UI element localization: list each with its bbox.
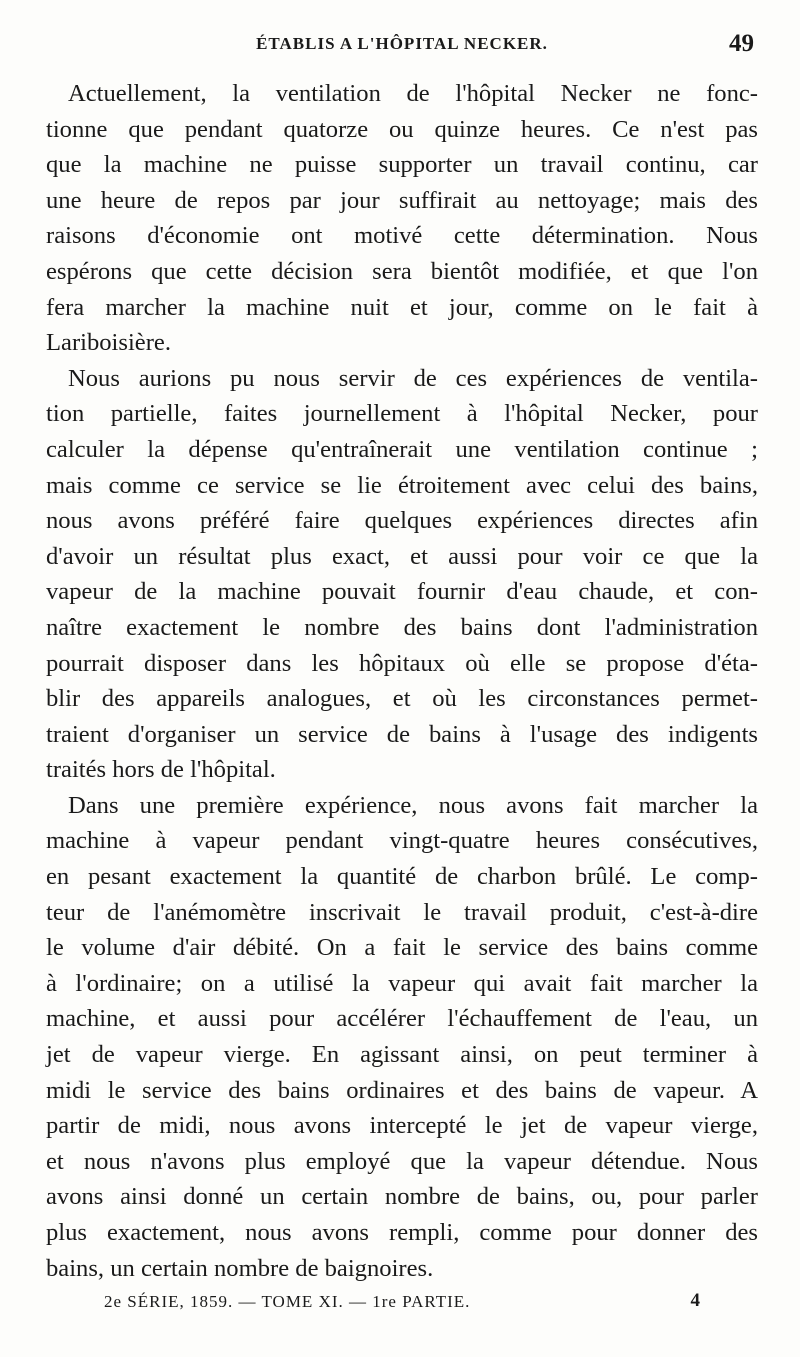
page-number: 49 [729, 30, 754, 57]
text-line: fera marcher la machine nuit et jour, comme on le fait à [46, 293, 758, 321]
text-line: blir des appareils analogues, et où les circonstances permet- [46, 685, 758, 713]
text-line: le volume d'air débité. On a fait le service des bains comme [46, 934, 758, 962]
text-line: machine à vapeur pendant vingt-quatre heures consécutives, [46, 827, 758, 855]
text-line: bains, un certain nombre de baignoires. [46, 1254, 434, 1282]
text-line: d'avoir un résultat plus exact, et aussi pour voir ce que la [46, 542, 758, 570]
text-line: en pesant exactement la quantité de charbon brûlé. Le comp- [46, 863, 758, 891]
text-line: machine, et aussi pour accélérer l'échauffement de l'eau, un [46, 1005, 758, 1033]
text-line: calculer la dépense qu'entraînerait une ventilation continue ; [46, 435, 758, 463]
text-line: traient d'organiser un service de bains à l'usage des indigents [46, 720, 758, 748]
text-line: naître exactement le nombre des bains dont l'administration [46, 613, 758, 641]
running-head: ÉTABLIS A L'HÔPITAL NECKER. [256, 34, 548, 53]
text-line: espérons que cette décision sera bientôt modifiée, et que l'on [46, 257, 758, 285]
text-line: partir de midi, nous avons intercepté le jet de vapeur vierge, [46, 1112, 758, 1140]
text-line: teur de l'anémomètre inscrivait le travail produit, c'est-à-dire [46, 898, 758, 926]
body-text [46, 76, 758, 1286]
text-line: traités hors de l'hôpital. [46, 756, 276, 784]
text-line: midi le service des bains ordinaires et des bains de vapeur. A [46, 1076, 758, 1104]
text-line: nous avons préféré faire quelques expériences directes afin [46, 507, 758, 535]
text-line: avons ainsi donné un certain nombre de bains, ou, pour parler [46, 1183, 758, 1211]
text-line: à l'ordinaire; on a utilisé la vapeur qui avait fait marcher la [46, 969, 758, 997]
text-line: Dans une première expérience, nous avons fait marcher la [68, 791, 758, 819]
paragraph-ventilation-hours [46, 76, 758, 361]
text-line: une heure de repos par jour suffirait au nettoyage; mais des [46, 186, 758, 214]
text-line: Nous aurions pu nous servir de ces expériences de ventila- [68, 364, 758, 392]
text-line: Actuellement, la ventilation de l'hôpital Necker ne fonc- [68, 80, 758, 107]
text-line: jet de vapeur vierge. En agissant ainsi, on peut terminer à [46, 1041, 758, 1069]
page-footer [46, 1292, 758, 1322]
text-line: pourrait disposer dans les hôpitaux où elle se propose d'éta- [46, 649, 758, 677]
text-line: mais comme ce service se lie étroitement avec celui des bains, [46, 471, 758, 499]
text-line: Lariboisière. [46, 329, 171, 357]
text-line: que la machine ne puisse supporter un travail continu, car [46, 151, 758, 179]
paragraph-direct-experiments [46, 361, 758, 788]
sheet-number: 4 [690, 1290, 700, 1311]
page-header [46, 30, 758, 68]
text-line: plus exactement, nous avons rempli, comme pour donner des [46, 1219, 758, 1246]
text-line: et nous n'avons plus employé que la vapeur détendue. Nous [46, 1147, 758, 1175]
text-line: raisons d'économie ont motivé cette détermination. Nous [46, 222, 758, 250]
text-line: tionne que pendant quatorze ou quinze heures. Ce n'est pas [46, 115, 758, 143]
series-signature: 2e SÉRIE, 1859. — TOME XI. — 1re PARTIE. [104, 1292, 471, 1311]
paragraph-first-experiment [46, 788, 758, 1286]
text-line: vapeur de la machine pouvait fournir d'eau chaude, et con- [46, 578, 758, 606]
text-line: tion partielle, faites journellement à l'hôpital Necker, pour [46, 400, 758, 428]
